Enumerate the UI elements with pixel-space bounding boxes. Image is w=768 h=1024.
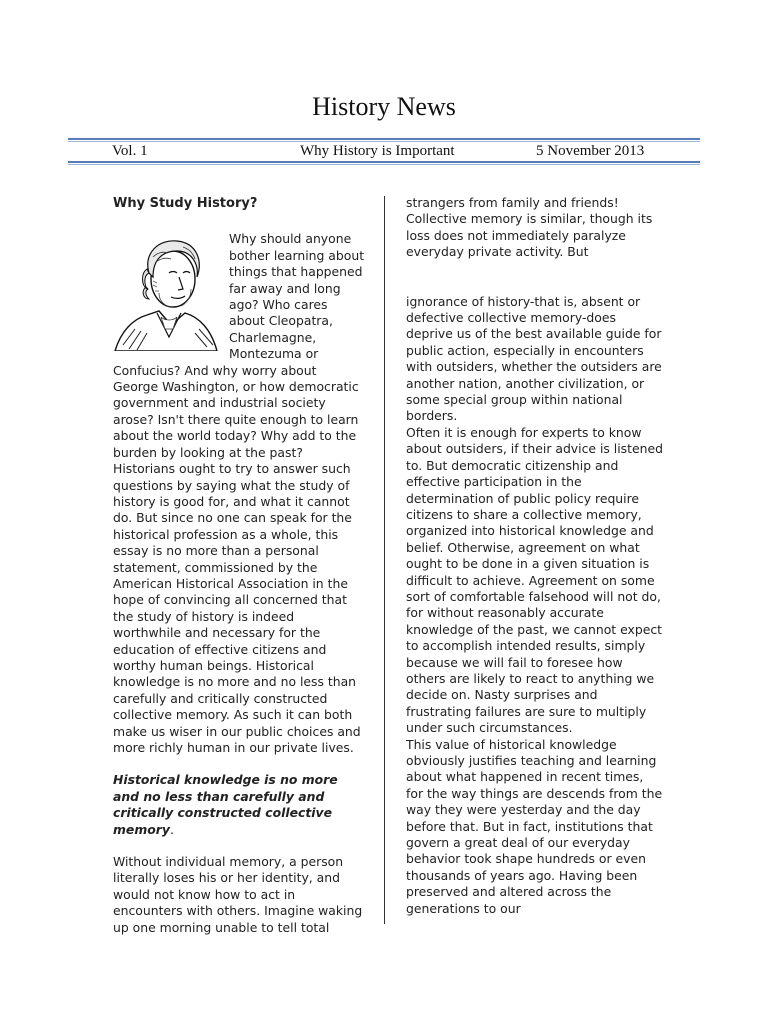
washington-portrait-icon (113, 233, 221, 351)
right-column (406, 195, 664, 917)
header-rule-top (68, 138, 700, 140)
issue-date: 5 November 2013 (536, 143, 645, 159)
memory-paragraph-start: Without individual memory, a person literally loses his or her identity, and would not know how to act in encounters with others. Imagine waking up one morning unable to tell total (113, 854, 363, 935)
issue-info-bar (68, 143, 700, 161)
volume-label: Vol. 1 (112, 143, 148, 159)
header-rule-bottom (68, 161, 700, 163)
newsletter-title: History News (312, 92, 456, 121)
article-heading: Why Study History? (113, 196, 258, 211)
value-paragraph: This value of historical knowledge obviously justifies teaching and learning about what happened in recent times, for the way things are descends from the way they were yesterday and the day before that. But in fact, institutions that govern a great deal of our everyday behavior took shape hundreds or even thousands of years ago. Having been preserved and altered across the generations to our (406, 736, 663, 916)
ignorance-paragraph: ignorance of history-that is, absent or defective collective memory-does deprive us of the best available guide for public action, especially in encounters with outsiders, whether the outsiders are another nation, another civilization, or some special group within national borders. (406, 293, 662, 424)
memory-paragraph-continued: strangers from family and friends! Collective memory is similar, though its loss does not immediately paralyze everyday private activity. But (406, 195, 653, 260)
header-rule-top-thin (68, 141, 700, 142)
column-divider (384, 196, 385, 924)
issue-topic: Why History is Important (300, 143, 455, 159)
header-rule-bottom-thin (68, 164, 700, 165)
pull-quote: Historical knowledge is no more and no less than carefully and critically constructed collective memory. (113, 772, 338, 837)
intro-paragraph: Why should anyone bother learning about things that happened far away and long ago? Who cares about Cleopatra, Charlemagne, Montezuma or Confucius? And why worry about George Washington, or how democratic government and industrial society arose? Isn't there quite enough to learn about the world today? Why add to the burden by looking at the past? Historians ought to try to answer such questions by saying what the study of history is good for, and what it cannot do. But since no one can speak for the historical profession as a whole, this essay is no more than a personal statement, commissioned by the American Historical Association in the hope of convincing all concerned that the study of history is indeed worthwhile and necessary for the education of effective citizens and worthy human beings. Historical knowledge is no more and no less than carefully and critically constructed collective memory. As such it can both make us wiser in our public choices and more richly human in our private lives. (113, 231, 365, 755)
column-spacer (406, 261, 664, 294)
left-column (113, 196, 365, 936)
experts-paragraph: Often it is enough for experts to know about outsiders, if their advice is listened to. But democratic citizenship and effective participation in the determination of public policy require citizens to share a collective memory, organized into historical knowledge and belief. Otherwise, agreement on what ought to be done in a given situation is difficult to achieve. Agreement on some sort of comfortable falsehood will not do, for without reasonably accurate knowledge of the past, we cannot expect to accomplish intended results, simply because we will fail to foresee how others are likely to react to anything we decide on. Nasty surprises and frustrating failures are sure to multiply under such circumstances. (406, 424, 663, 736)
